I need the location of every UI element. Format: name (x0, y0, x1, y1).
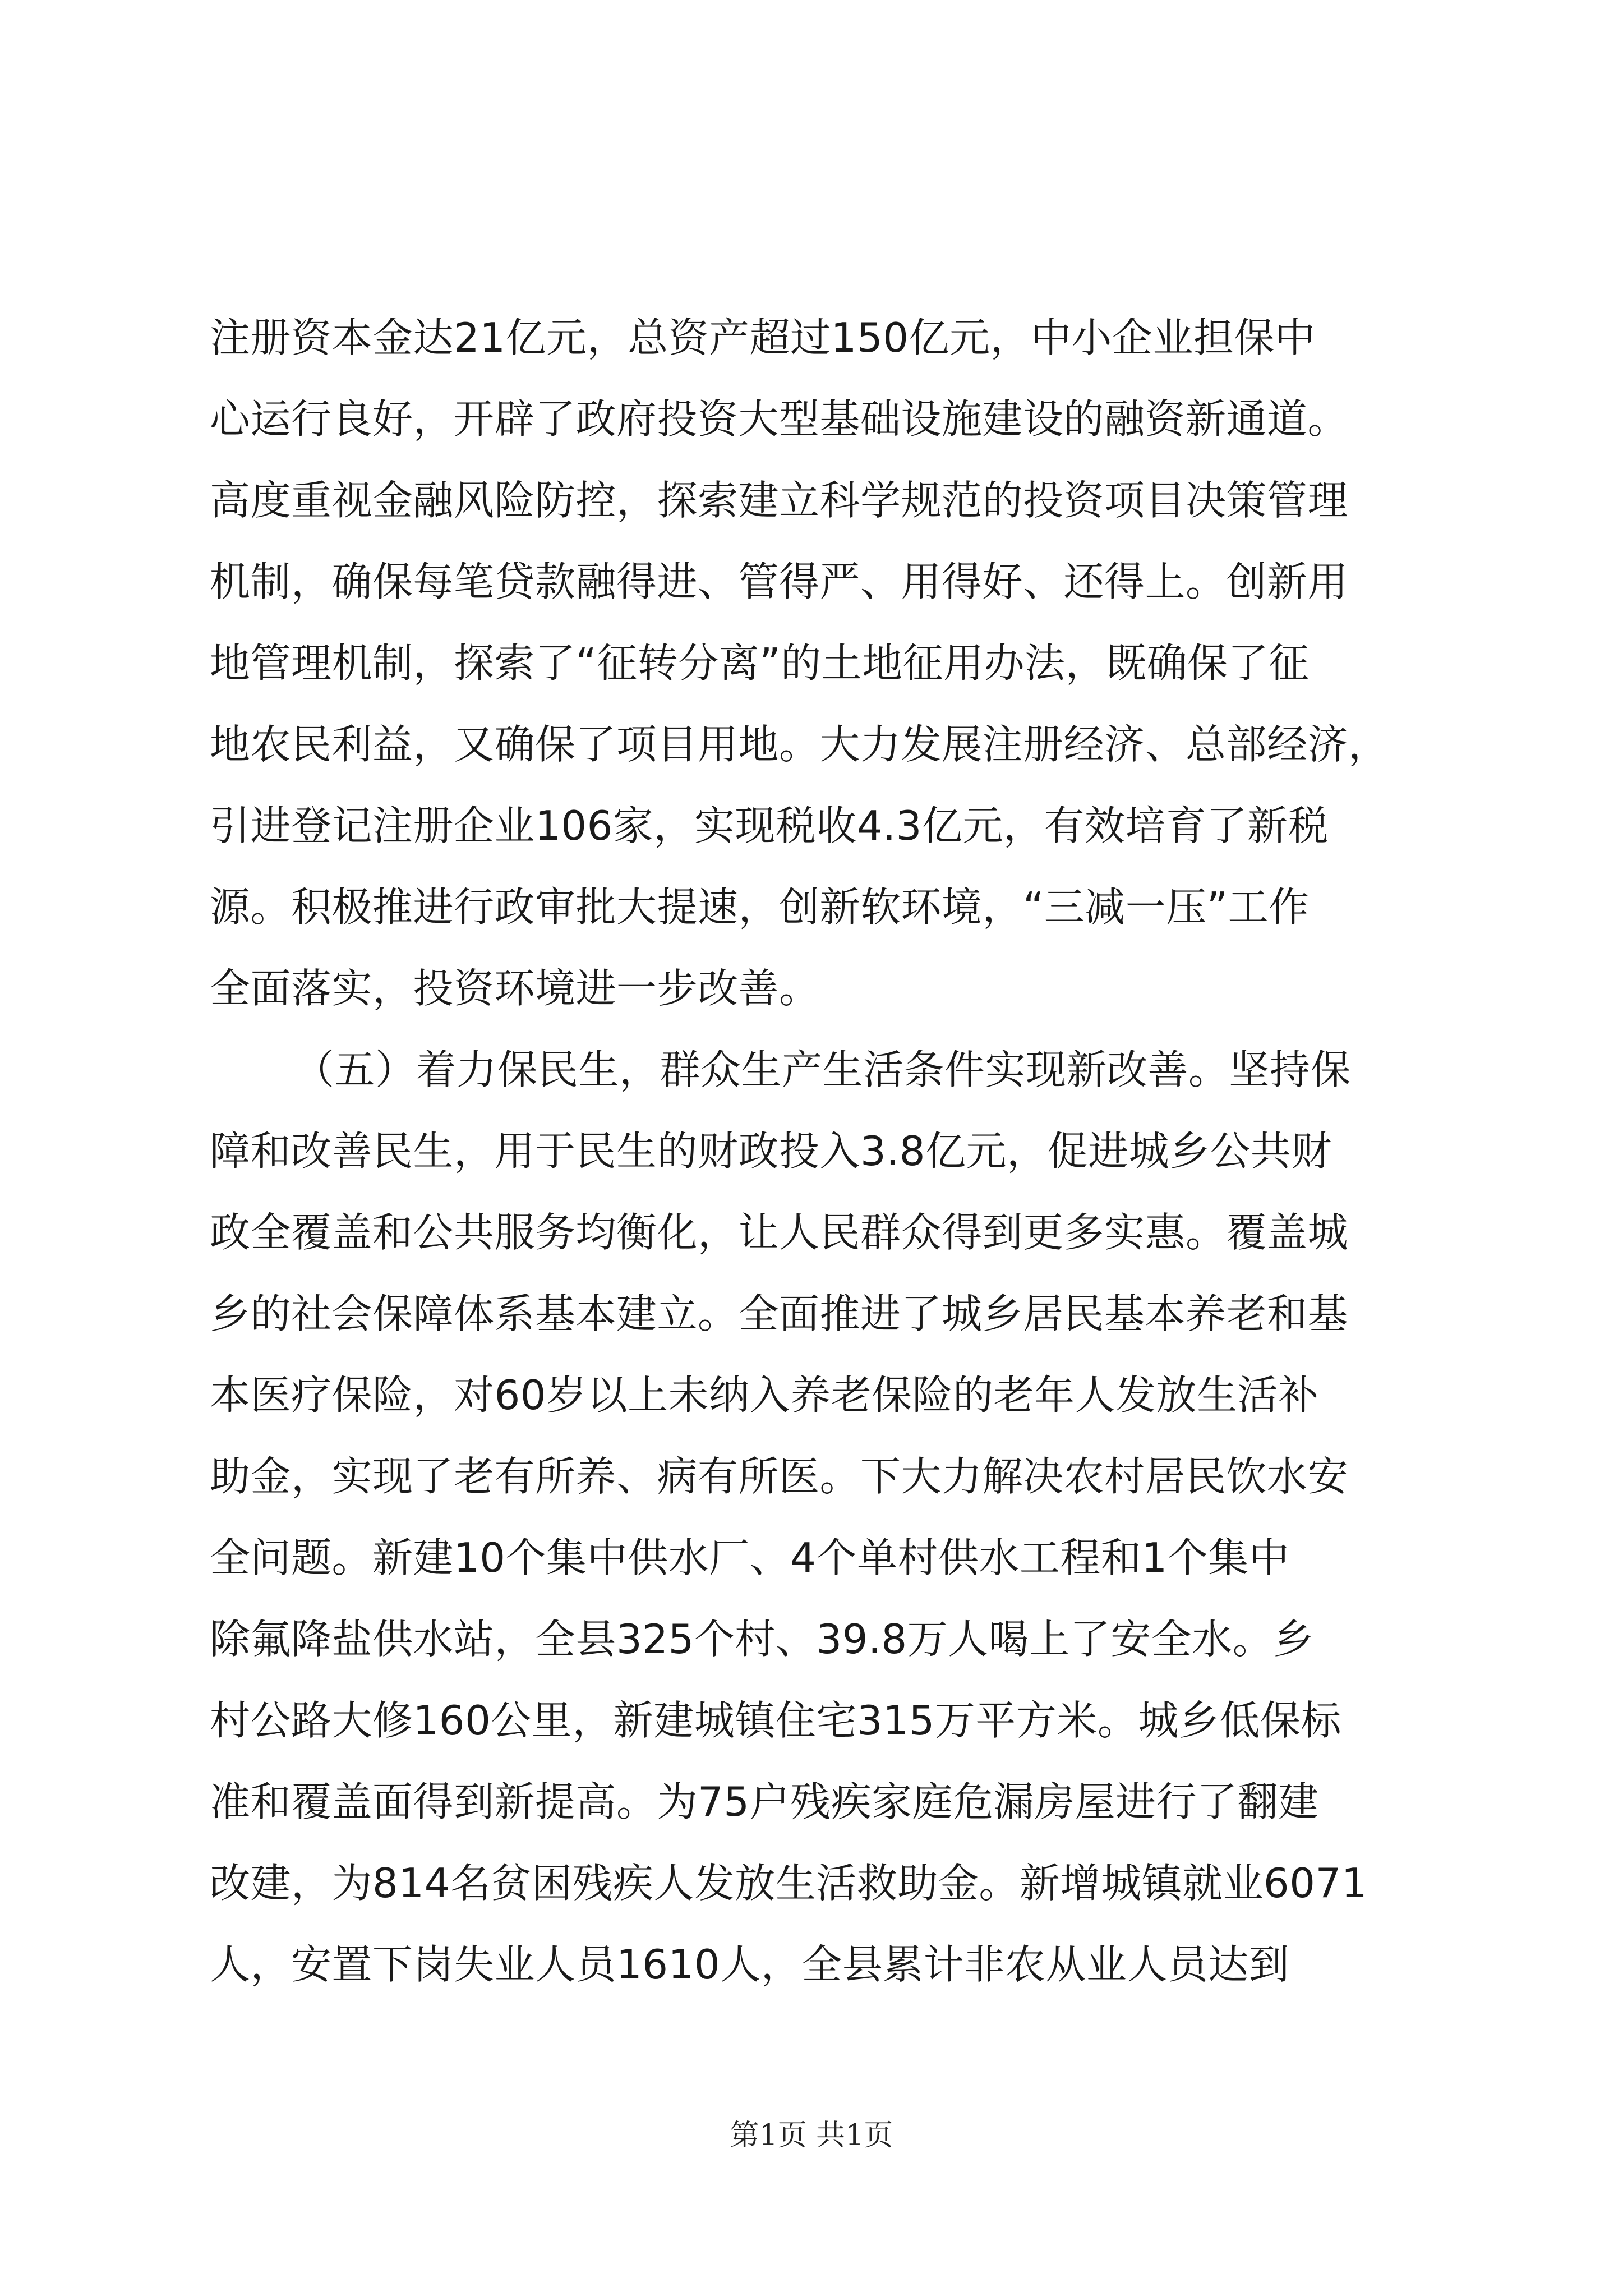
text-line: 注册资本金达21亿元，总资产超过150亿元，中小企业担保中 (210, 314, 1316, 361)
text-line: 地农民利益，又确保了项目用地。大力发展注册经济、总部经济， (210, 721, 1389, 768)
text-line: 引进登记注册企业106家，实现税收4.3亿元，有效培育了新税 (210, 802, 1329, 849)
page-number-label: 第1页 共1页 (730, 2119, 893, 2152)
text-line: 政全覆盖和公共服务均衡化，让人民群众得到更多实惠。覆盖城 (210, 1209, 1349, 1256)
text-line: 高度重视金融风险防控，探索建立科学规范的投资项目决策管理 (210, 477, 1349, 524)
text-line: 心运行良好，开辟了政府投资大型基础设施建设的融资新通道。 (210, 395, 1349, 443)
text-line: 地管理机制，探索了“征转分离”的土地征用办法，既确保了征 (210, 639, 1310, 687)
page-footer (0, 2116, 1623, 2155)
text-line: 村公路大修160公里，新建城镇住宅315万平方米。城乡低保标 (210, 1697, 1341, 1744)
text-line: 乡的社会保障体系基本建立。全面推进了城乡居民基本养老和基 (210, 1290, 1349, 1337)
body-text (210, 297, 1421, 2005)
section-heading-line: （五）着力保民生，群众生产生活条件实现新改善。坚持保 (294, 1046, 1352, 1093)
text-line: 机制，确保每笔贷款融得进、管得严、用得好、还得上。创新用 (210, 558, 1349, 605)
text-line: 全问题。新建10个集中供水厂、4个单村供水工程和1个集中 (210, 1534, 1290, 1581)
text-line: 全面落实，投资环境进一步改善。 (210, 965, 820, 1012)
text-line: 除氟降盐供水站，全县325个村、39.8万人喝上了安全水。乡 (210, 1616, 1314, 1663)
text-line: 助金，实现了老有所养、病有所医。下大力解决农村居民饮水安 (210, 1453, 1349, 1500)
text-line: 障和改善民生，用于民生的财政投入3.8亿元，促进城乡公共财 (210, 1128, 1332, 1175)
text-line: 准和覆盖面得到新提高。为75户残疾家庭危漏房屋进行了翻建 (210, 1778, 1319, 1825)
text-line: 人，安置下岗失业人员1610人，全县累计非农从业人员达到 (210, 1941, 1290, 1988)
text-line: 本医疗保险，对60岁以上未纳入养老保险的老年人发放生活补 (210, 1372, 1319, 1419)
text-line: 源。积极推进行政审批大提速，创新软环境，“三减一压”工作 (210, 884, 1310, 931)
text-line: 改建，为814名贫困残疾人发放生活救助金。新增城镇就业6071 (210, 1860, 1368, 1907)
